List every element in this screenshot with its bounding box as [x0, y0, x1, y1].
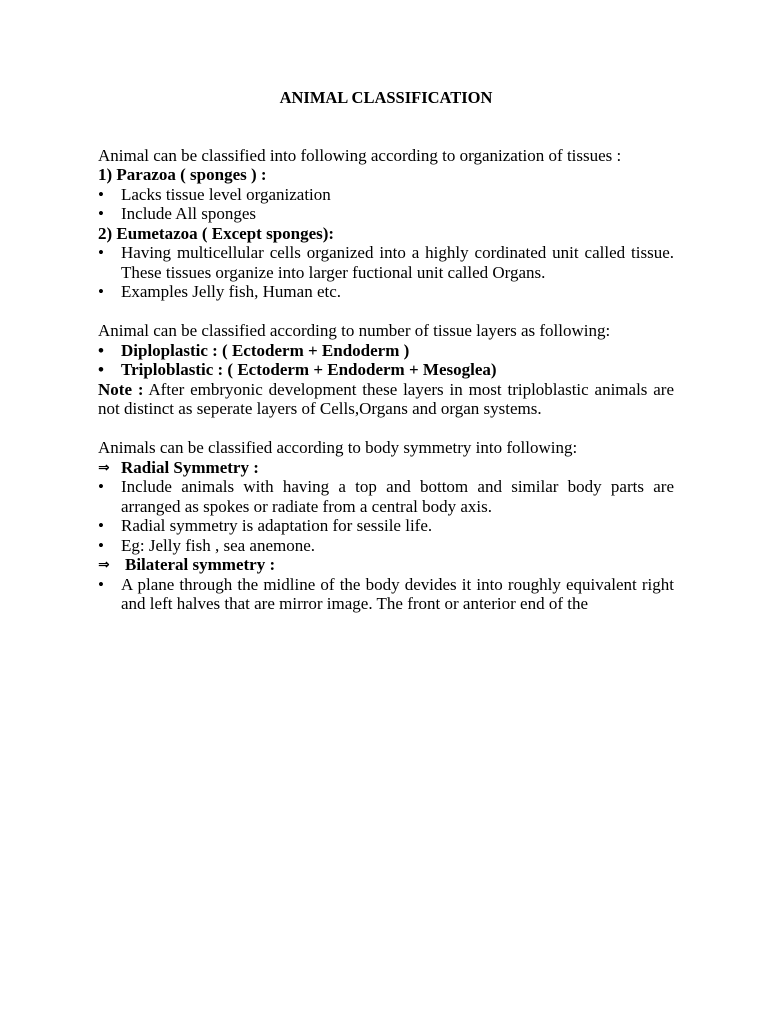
bullet-icon: •: [98, 360, 104, 379]
note-label: Note :: [98, 379, 144, 399]
parazoa-heading: 1) Parazoa ( sponges ) :: [98, 165, 267, 184]
list-item: • Eg: Jelly fish , sea anemone.: [98, 535, 316, 555]
bullet-icon: •: [98, 243, 104, 262]
arrow-icon: ⇒: [98, 557, 110, 573]
intro-tissues: Animal can be classified into following according to organization of tissues :: [98, 145, 622, 165]
bullet-icon: •: [98, 340, 104, 360]
intro-symmetry: Animals can be classified according to body symmetry into following:: [98, 438, 578, 457]
list-item: • Include animals with having a top and bottom and similar body parts are arranged as spokes or radiate from a central body axis.: [98, 477, 674, 516]
bilateral-heading: ⇒ Bilateral symmetry :: [98, 555, 276, 574]
list-item: • A plane through the midline of the body devides it into roughly equivalent right and left halves that are mirror image. The front or anterior end of the: [98, 574, 674, 613]
list-item: • Lacks tissue level organization: [98, 184, 331, 204]
bullet-icon: •: [98, 477, 104, 496]
bullet-icon: •: [98, 574, 104, 594]
document-body: [98, 88, 674, 614]
bullet-icon: •: [98, 282, 104, 301]
list-item: • Include All sponges: [98, 204, 257, 223]
list-item: • Having multicellular cells organized into a highly cordinated unit called tissue. These tissues organize into larger fuctional unit called Organs.: [98, 243, 674, 282]
document-title: ANIMAL CLASSIFICATION: [279, 88, 493, 107]
list-item: • Triploblastic : ( Ectoderm + Endoderm + Mesoglea): [98, 360, 497, 379]
note-text: After embryonic development these layers in most triploblastic animals are not distinct as seperate layers of Cells,Organs and organ systems.: [98, 379, 674, 418]
bullet-icon: •: [98, 184, 104, 204]
bullet-icon: •: [98, 204, 104, 223]
arrow-icon: ⇒: [98, 459, 110, 476]
list-item: • Examples Jelly fish, Human etc.: [98, 282, 342, 301]
bullet-icon: •: [98, 516, 104, 535]
eumetazoa-heading: 2) Eumetazoa ( Except sponges):: [98, 223, 335, 243]
note-paragraph: [98, 380, 674, 419]
list-item: • Diploplastic : ( Ectoderm + Endoderm ): [98, 340, 410, 360]
intro-layers: Animal can be classified according to number of tissue layers as following:: [98, 321, 611, 340]
radial-heading: ⇒ Radial Symmetry :: [98, 457, 259, 477]
bullet-icon: •: [98, 535, 104, 555]
list-item: • Radial symmetry is adaptation for sessile life.: [98, 516, 433, 535]
